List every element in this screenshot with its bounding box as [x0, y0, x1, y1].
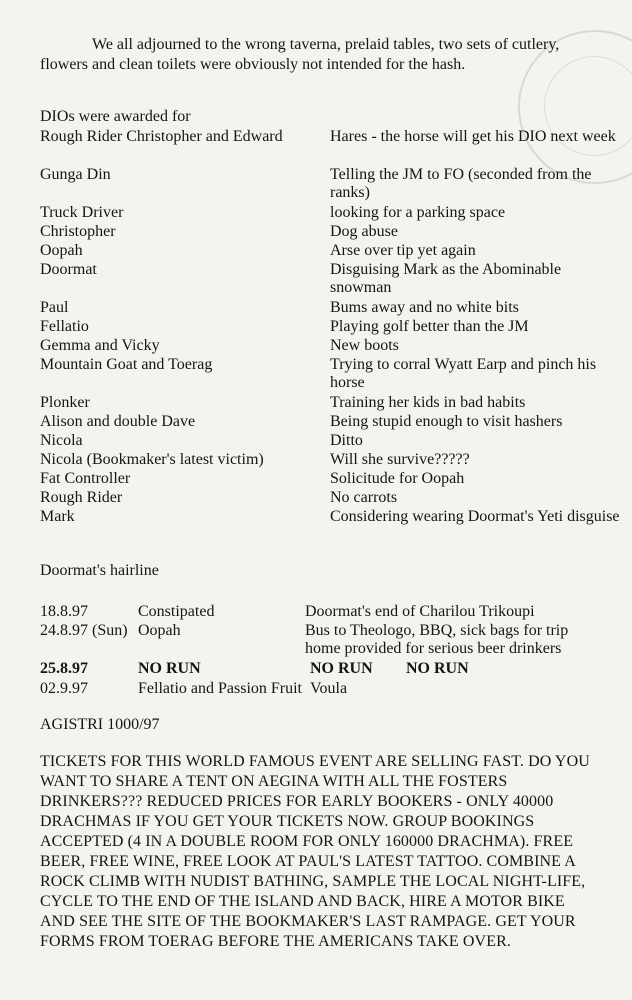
dio-left-8: Fellatio [40, 318, 89, 335]
run-venue-4: Voula [310, 680, 348, 697]
dio-left-4: Christopher [40, 223, 116, 240]
dio-left-10: Mountain Goat and Toerag [40, 356, 213, 373]
dio-left-11: Plonker [40, 394, 90, 411]
dio-right-9: New boots [330, 337, 399, 354]
dio-right-14: Will she survive????? [330, 451, 470, 468]
run-extra-3: NO RUN [406, 660, 469, 677]
dio-left-13: Nicola [40, 432, 83, 449]
dio-left-17: Mark [40, 508, 75, 525]
run-date-2: 24.8.97 (Sun) [40, 622, 128, 639]
dio-left-15: Fat Controller [40, 470, 131, 487]
dio-right-5: Arse over tip yet again [330, 242, 476, 259]
dio-right-7: Bums away and no white bits [330, 299, 519, 316]
intro-paragraph: We all adjourned to the wrong taverna, prelaid tables, two sets of cutlery, flowers and clean toilets were obviously not intended for the hash. [40, 36, 560, 73]
hairline-label: Doormat's hairline [40, 562, 159, 579]
agistri-heading: AGISTRI 1000/97 [40, 716, 160, 733]
dio-right-13: Ditto [330, 432, 363, 449]
dio-right-16: No carrots [330, 489, 398, 506]
dio-left-3: Truck Driver [40, 204, 124, 221]
dio-right-2: Telling the JM to FO (seconded from the ranks) [330, 166, 592, 201]
dio-right-8: Playing golf better than the JM [330, 318, 529, 335]
dio-left-16: Rough Rider [40, 489, 123, 506]
dio-left-14: Nicola (Bookmaker's latest victim) [40, 451, 264, 468]
dio-left-1: Rough Rider Christopher and Edward [40, 128, 283, 145]
dio-heading: DIOs were awarded for [40, 108, 191, 125]
advert-paragraph: TICKETS FOR THIS WORLD FAMOUS EVENT ARE SELLING FAST. DO YOU WANT TO SHARE A TENT ON AEGINA WITH ALL THE FOSTERS DRINKERS??? REDUCED PRICES FOR EARLY BOOKERS - ONLY 40000 DRACHMAS IF YOU GET YOUR TICKETS NOW. GROUP BOOKINGS ACCEPTED (4 IN A DOUBLE ROOM FOR ONLY 160000 DRACHMA). FREE BEER, FREE WINE, FREE LOOK AT PAUL'S LATEST TATTOO. COMBINE A ROCK CLIMB WITH NUDIST BATHING, SAMPLE THE LOCAL NIGHT-LIFE, CYCLE TO THE END OF THE ISLAND AND BACK, HIRE A MOTOR BIKE AND SEE THE SITE OF THE BOOKMAKER'S LAST RAMPAGE. GET YOUR FORMS FROM TOERAG BEFORE THE AMERICANS TAKE OVER. [40, 753, 590, 950]
dio-right-6: Disguising Mark as the Abominable snowman [330, 261, 562, 296]
dio-right-4: Dog abuse [330, 223, 398, 240]
run-venue-2: Bus to Theologo, BBQ, sick bags for trip home provided for serious beer drinkers [305, 622, 569, 657]
dio-right-10: Trying to corral Wyatt Earp and pinch his horse [330, 356, 597, 391]
run-hare-2: Oopah [138, 622, 181, 639]
dio-right-12: Being stupid enough to visit hashers [330, 413, 563, 430]
dio-left-2: Gunga Din [40, 166, 111, 183]
dio-right-1: Hares - the horse will get his DIO next week [330, 128, 616, 145]
run-venue-3: NO RUN [310, 660, 373, 677]
dio-left-5: Oopah [40, 242, 83, 259]
run-date-1: 18.8.97 [40, 603, 88, 620]
dio-left-12: Alison and double Dave [40, 413, 196, 430]
run-hare-3: NO RUN [138, 660, 201, 677]
dio-right-15: Solicitude for Oopah [330, 470, 465, 487]
dio-left-7: Paul [40, 299, 69, 316]
dio-right-17: Considering wearing Doormat's Yeti disguise [330, 508, 620, 525]
dio-left-9: Gemma and Vicky [40, 337, 160, 354]
run-hare-1: Constipated [138, 603, 215, 620]
run-hare-4: Fellatio and Passion Fruit [138, 680, 302, 697]
run-venue-1: Doormat's end of Charilou Trikoupi [305, 603, 535, 620]
dio-right-11: Training her kids in bad habits [330, 394, 526, 411]
run-date-4: 02.9.97 [40, 680, 88, 697]
dio-right-3: looking for a parking space [330, 204, 506, 221]
dio-left-6: Doormat [40, 261, 97, 278]
run-date-3: 25.8.97 [40, 660, 88, 677]
